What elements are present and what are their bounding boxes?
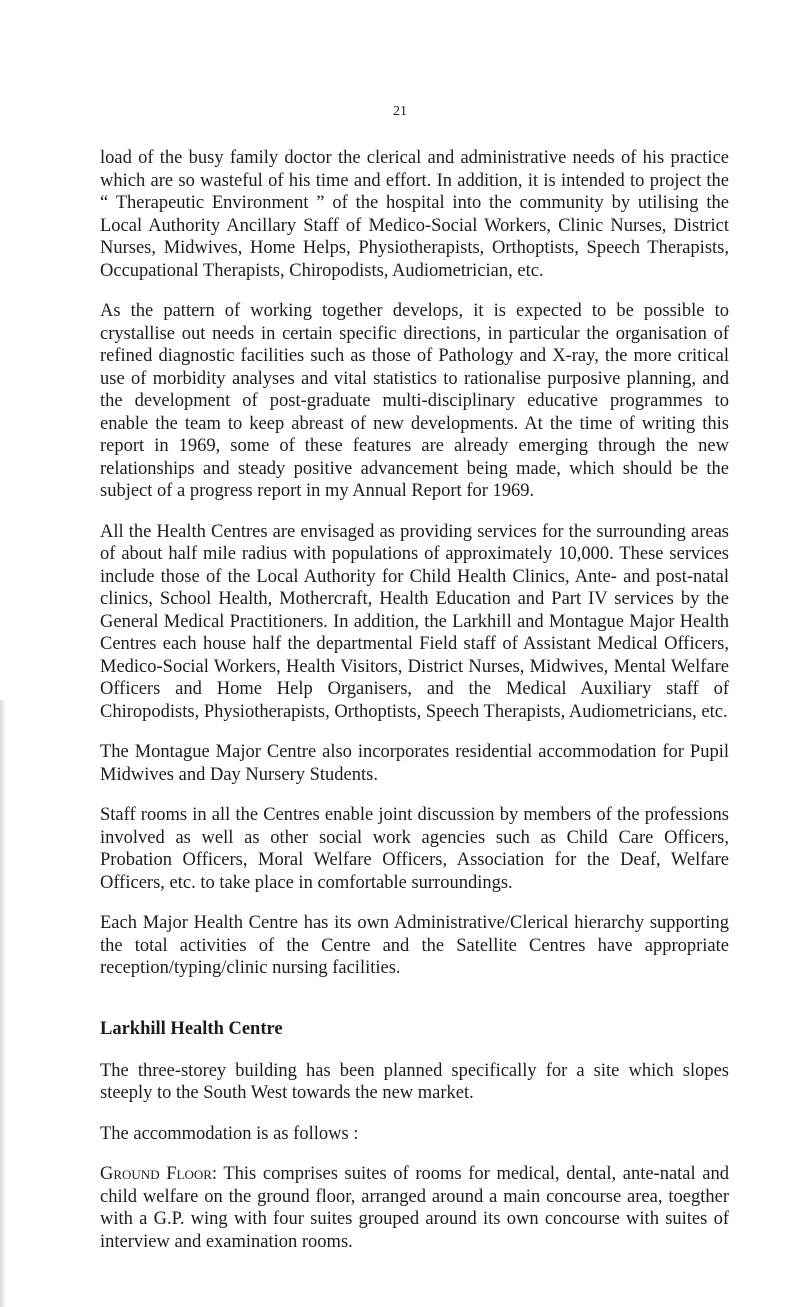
scan-edge-shadow bbox=[0, 700, 6, 1307]
page-body bbox=[100, 147, 729, 1253]
section-paragraph-2: The accommodation is as follows : bbox=[100, 1123, 359, 1144]
paragraph-6: Each Major Health Centre has its own Administrative/Clerical hierarchy supporting the total activities of the Centre and the Satellite Centres have appropriate reception/typing/clinic nursing facilities. bbox=[100, 913, 729, 978]
ground-floor-label: Ground Floor: bbox=[100, 1164, 218, 1184]
paragraph-3: All the Health Centres are envisaged as providing services for the surrounding areas of about half mile radius with populations of approximately 10,000. These services include those of the Local Authority for Child Health Clinics, Ante- and post-natal clinics, School Health, Mothercraft, Health Education and Part IV services by the General Medical Practitioners. In addition, the Larkhill and Montague Major Health Centres each house half the departmental Field staff of Assistant Medical Officers, Medico-Social Workers, Health Visitors, District Nurses, Midwives, Mental Welfare Officers and Home Help Organisers, and the Medical Auxiliary staff of Chiropodists, Physiotherapists, Orthoptists, Speech Therapists, Audiometricians, etc. bbox=[100, 521, 729, 722]
ground-floor-paragraph bbox=[100, 1163, 729, 1253]
paragraph-5: Staff rooms in all the Centres enable joint discussion by members of the professions involved as well as other social work agencies such as Child Care Officers, Probation Officers, Moral Welfare Officers, Association for the Deaf, Welfare Officers, etc. to take place in comfortable surroundings. bbox=[100, 805, 729, 893]
ground-floor-text: This comprises suites of rooms for medical, dental, ante-natal and child welfare on the ground floor, arranged around a main concourse area, toegther with a G.P. wing with four suites grouped around its own concourse with suites of interview and examination rooms. bbox=[100, 1164, 730, 1252]
page-number: 21 bbox=[393, 104, 407, 119]
paragraph-4: The Montague Major Centre also incorporates residential accommodation for Pupil Midwives and Day Nursery Students. bbox=[100, 742, 729, 785]
section-paragraph-1: The three-storey building has been planned specifically for a site which slopes steeply to the South West towards the new market. bbox=[100, 1060, 729, 1103]
paragraph-1: load of the busy family doctor the clerical and administrative needs of his practice which are so wasteful of his time and effort. In addition, it is intended to project the “ Therapeutic Environment ” of the hospital into the community by utilising the Local Authority Ancillary Staff of Medico-Social Workers, Clinic Nurses, District Nurses, Midwives, Home Helps, Physiotherapists, Orthoptists, Speech Therapists, Occupational Therapists, Chiropodists, Audiometrician, etc. bbox=[100, 148, 729, 281]
section-heading: Larkhill Health Centre bbox=[100, 1018, 283, 1039]
paragraph-2: As the pattern of working together develops, it is expected to be possible to crystallise out needs in certain specific directions, in particular the organisation of refined diagnostic facilities such as those of Pathology and X-ray, the more critical use of morbidity analyses and vital statistics to rationalise purposive planning, and the development of post-graduate multi-disciplinary educative programmes to enable the team to keep abreast of new developments. At the time of writing this report in 1969, some of these features are already emerging through the new relationships and steady positive advancement being made, which should be the subject of a progress report in my Annual Report for 1969. bbox=[100, 301, 729, 501]
